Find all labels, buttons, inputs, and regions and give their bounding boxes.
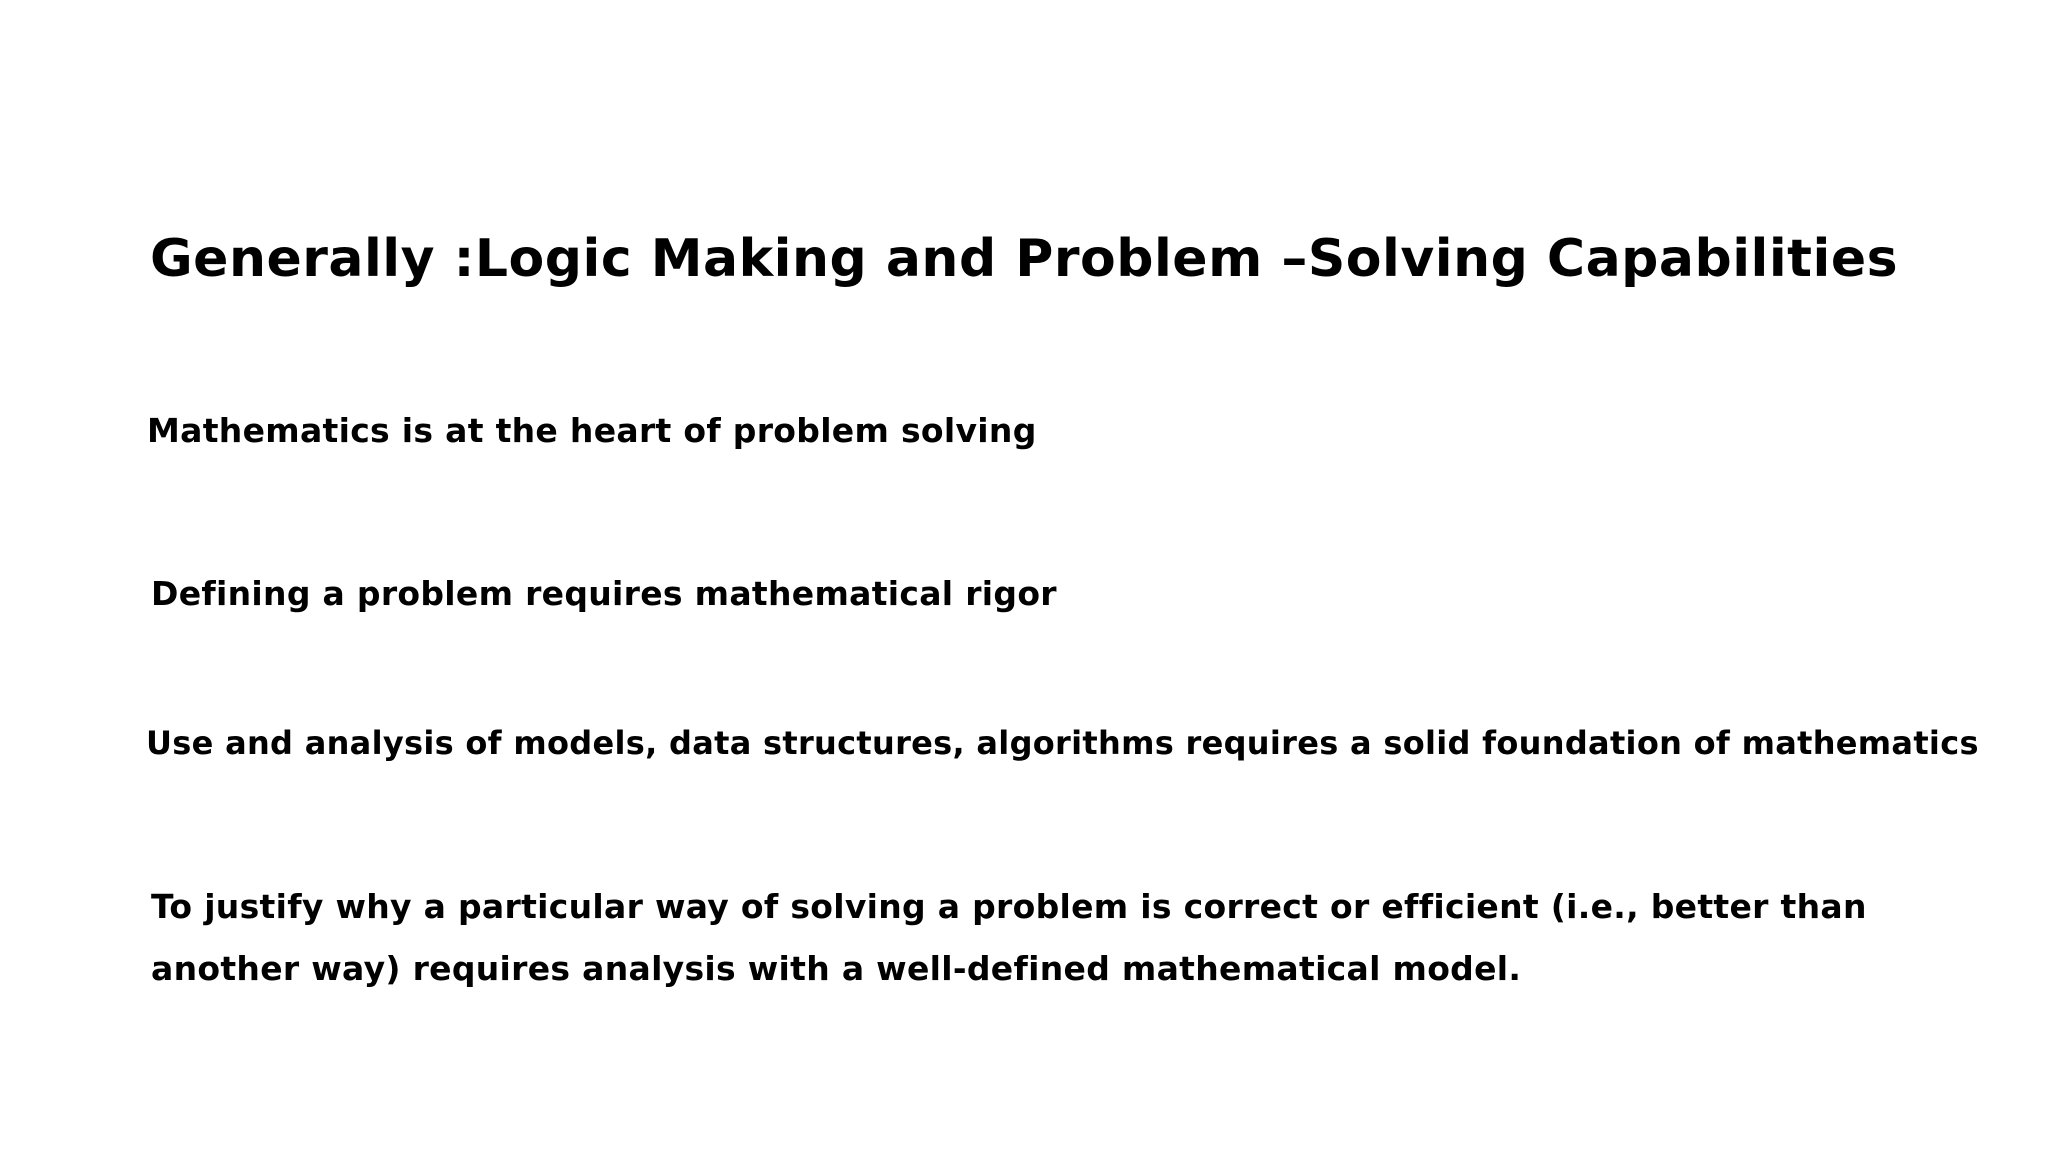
point-3-line-1: Use and analysis of models, data structures, algorithms requires a solid foundation of mathematics bbox=[146, 724, 1979, 762]
point-3 bbox=[146, 712, 1979, 774]
point-4-line-1: To justify why a particular way of solving a problem is correct or efficient (i.e., better than bbox=[151, 887, 1867, 926]
point-4 bbox=[151, 876, 1867, 1000]
point-2-line-1: Defining a problem requires mathematical rigor bbox=[151, 574, 1057, 613]
slide-title: Generally :Logic Making and Problem –Solving Capabilities bbox=[150, 229, 1899, 289]
point-1-line-1: Mathematics is at the heart of problem solving bbox=[147, 411, 1037, 450]
point-1 bbox=[147, 400, 1037, 462]
point-2 bbox=[151, 563, 1057, 625]
point-4-line-2: another way) requires analysis with a well-defined mathematical model. bbox=[151, 949, 1522, 988]
